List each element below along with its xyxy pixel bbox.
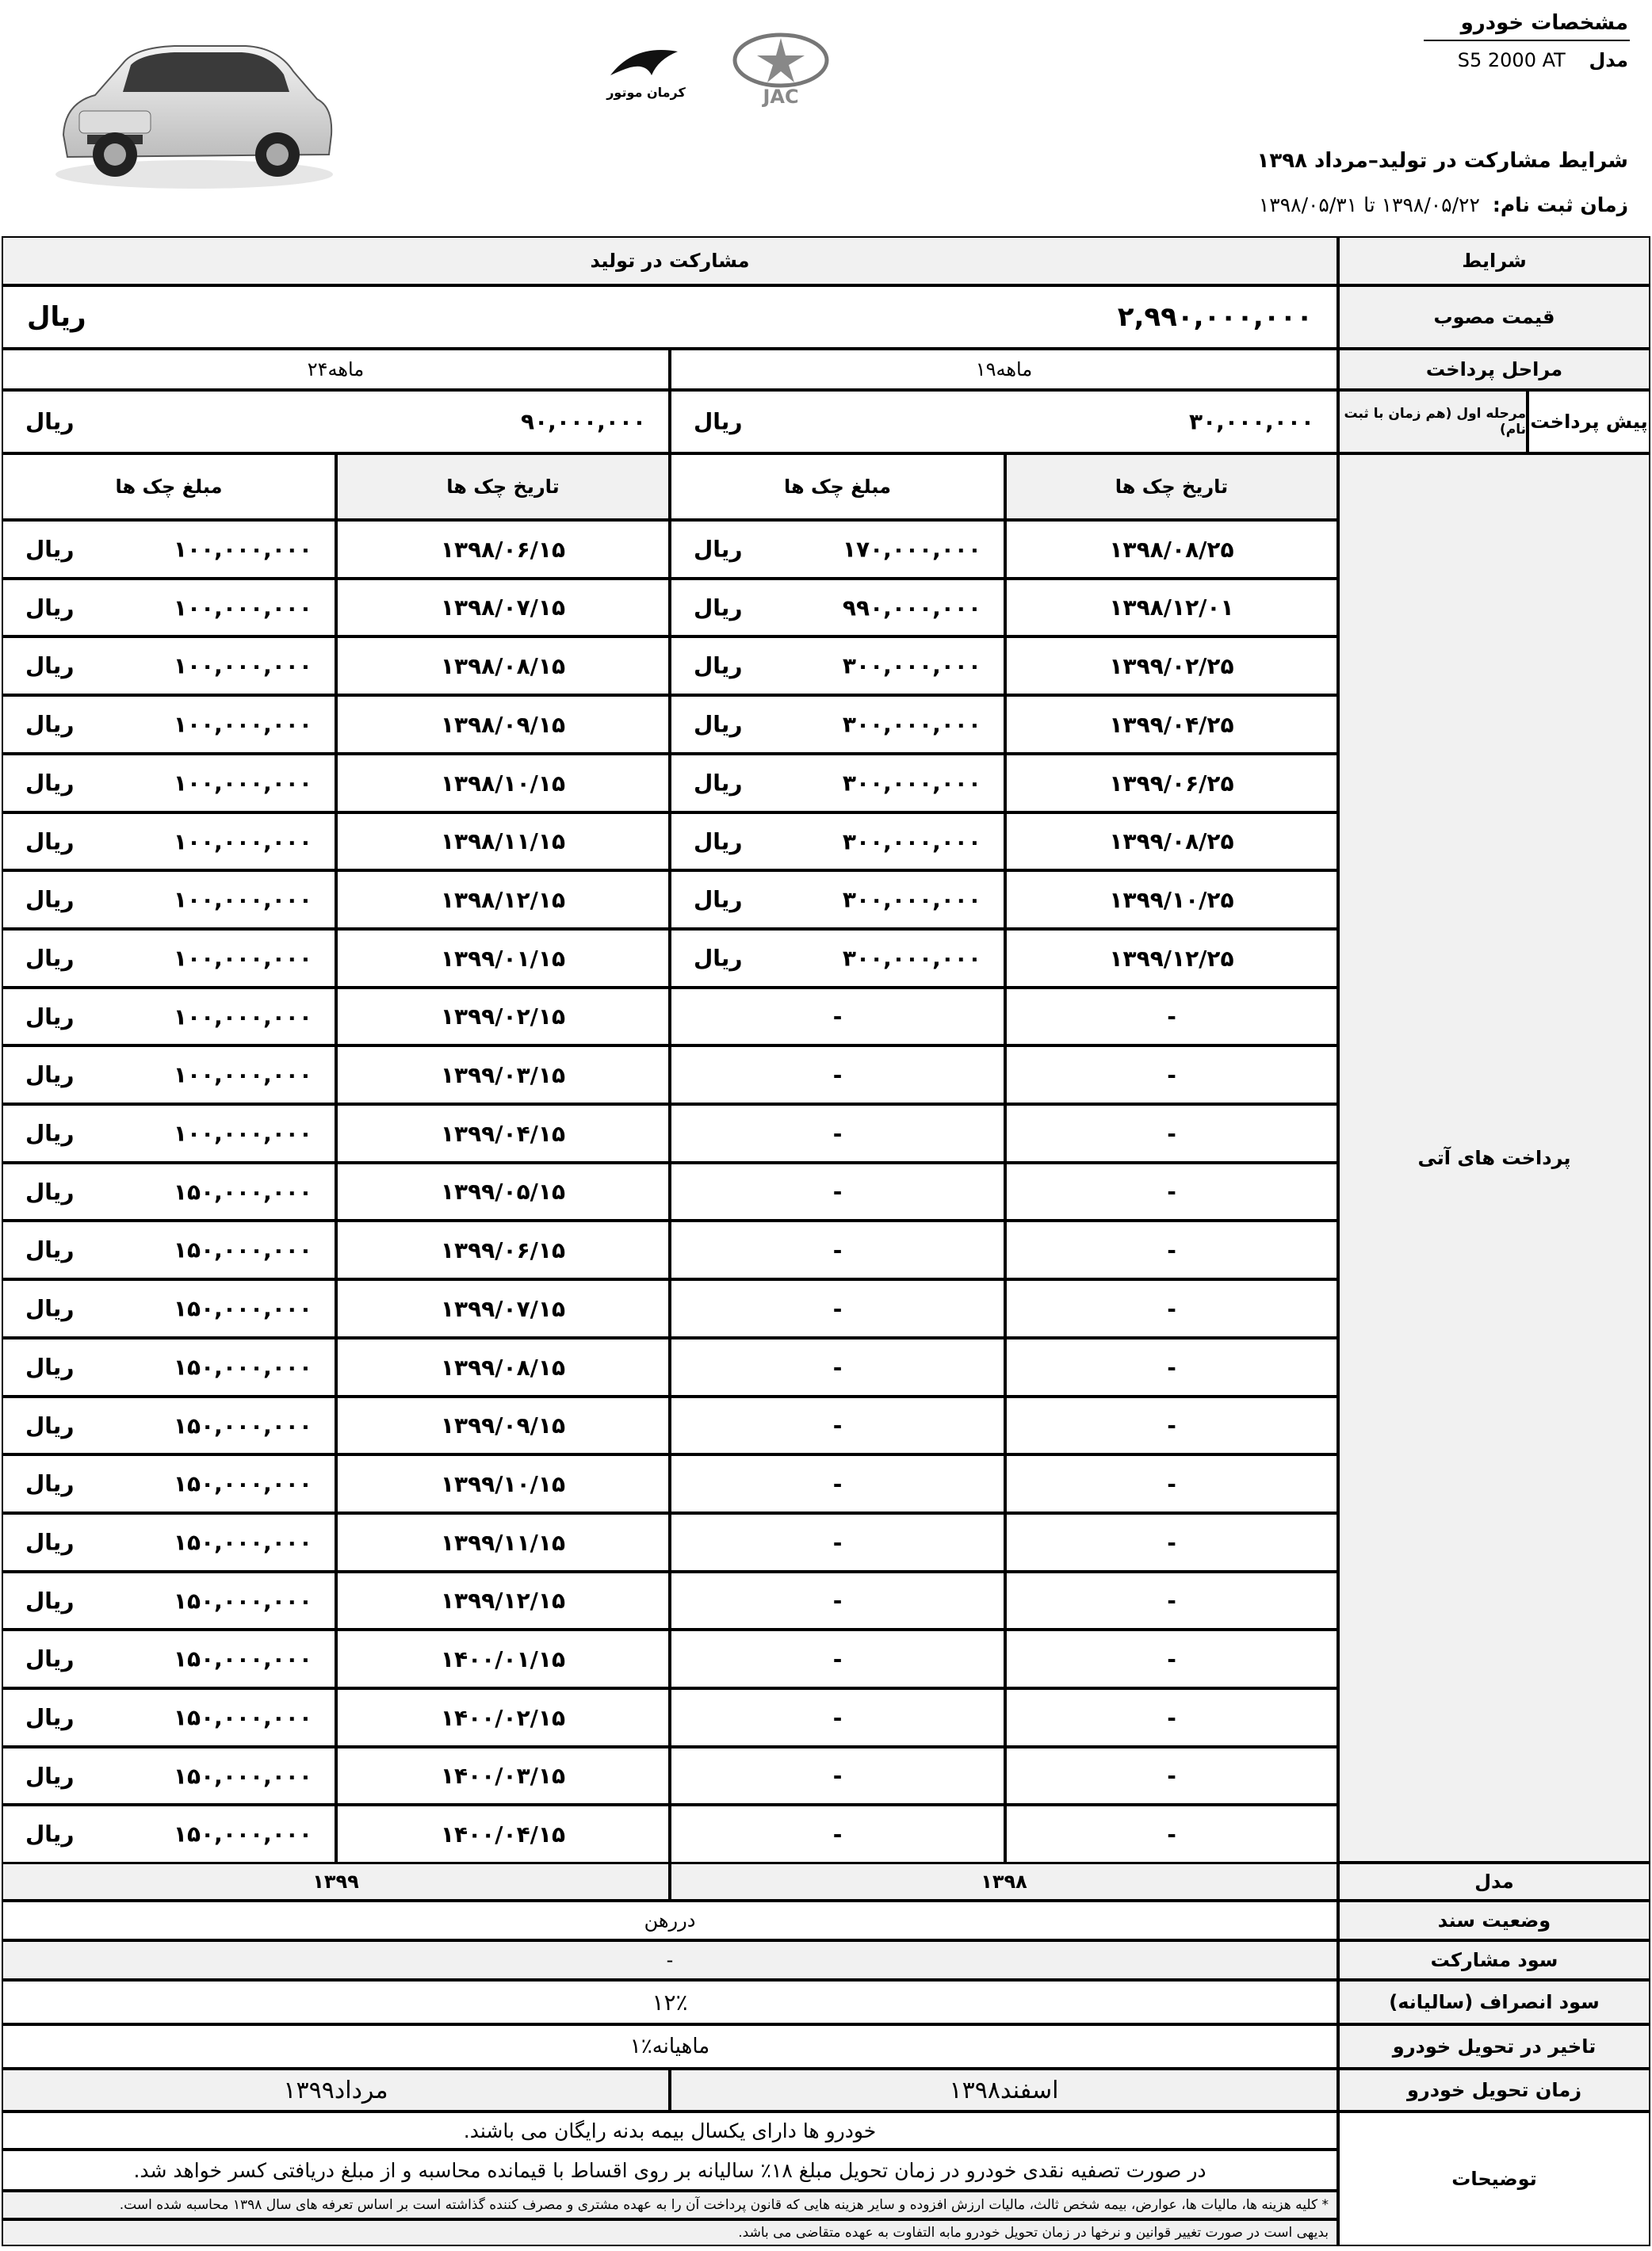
amount-value: ۳۰۰,۰۰۰,۰۰۰ — [842, 945, 981, 972]
amount-value: ۳۰۰,۰۰۰,۰۰۰ — [842, 886, 981, 913]
check-date-19: - — [1005, 1572, 1338, 1630]
currency-label: ریال — [25, 770, 75, 797]
check-amount-24 — [2, 1630, 336, 1688]
currency-label: ریال — [25, 945, 75, 972]
currency-label: ریال — [25, 1120, 75, 1147]
amount-value: ۳۰۰,۰۰۰,۰۰۰ — [842, 711, 981, 738]
registration-label: زمان ثبت نام: — [1492, 193, 1628, 216]
approved-price-label: قیمت مصوب — [1338, 285, 1650, 349]
note-2: در صورت تصفیه نقدی خودرو در زمان تحویل مبلغ ۱۸٪ سالیانه بر روی اقساط با قیمانده محاسبه و از مبلغ دریافتی کسر خواهد شد. — [2, 2150, 1338, 2191]
check-amount-header-24: مبلغ چک ها — [2, 453, 336, 520]
amount-value: ۳۰۰,۰۰۰,۰۰۰ — [842, 652, 981, 679]
check-date-header-24: تاریخ چک ها — [336, 453, 670, 520]
check-amount-24 — [2, 870, 336, 929]
check-amount-19 — [670, 929, 1005, 988]
currency-label: ریال — [25, 1821, 75, 1848]
conditions-title: شرایط مشارکت در تولید–مرداد ۱۳۹۸ — [1256, 149, 1628, 173]
check-amount-19 — [670, 870, 1005, 929]
check-date-24: ۱۳۹۸/۱۲/۱۵ — [336, 870, 670, 929]
check-date-19: - — [1005, 1279, 1338, 1338]
currency-label: ریال — [25, 1354, 75, 1381]
check-amount-24 — [2, 579, 336, 636]
currency-label: ریال — [25, 408, 75, 435]
amount-value: ۱۵۰,۰۰۰,۰۰۰ — [173, 1588, 312, 1614]
check-amount-24 — [2, 1221, 336, 1279]
check-date-19: - — [1005, 988, 1338, 1045]
check-amount-24 — [2, 1104, 336, 1163]
check-date-24: ۱۳۹۹/۰۱/۱۵ — [336, 929, 670, 988]
first-stage-label: مرحله اول (هم زمان با ثبت نام) — [1338, 390, 1528, 453]
amount-value: ۱۷۰,۰۰۰,۰۰۰ — [842, 536, 981, 563]
check-amount-24 — [2, 929, 336, 988]
currency-label: ریال — [694, 828, 743, 854]
check-date-24: ۱۳۹۹/۰۷/۱۵ — [336, 1279, 670, 1338]
cancel-value: ۱۲٪ — [2, 1980, 1338, 2024]
check-date-24: ۱۴۰۰/۰۴/۱۵ — [336, 1805, 670, 1863]
check-date-19: - — [1005, 1688, 1338, 1747]
check-date-19: ۱۳۹۹/۰۸/۲۵ — [1005, 812, 1338, 870]
currency-label: ریال — [694, 711, 743, 738]
check-date-19: ۱۳۹۹/۱۰/۲۵ — [1005, 870, 1338, 929]
amount-value: ۱۰۰,۰۰۰,۰۰۰ — [173, 711, 312, 738]
jac-logo — [729, 32, 832, 107]
model-label: مدل — [1589, 49, 1628, 71]
svg-text:JAC: JAC — [763, 86, 799, 107]
check-amount-24 — [2, 1688, 336, 1747]
check-date-19: - — [1005, 1805, 1338, 1863]
check-amount-19: - — [670, 1688, 1005, 1747]
check-amount-24 — [2, 1338, 336, 1397]
check-amount-24 — [2, 1805, 336, 1863]
currency-label: ریال — [27, 301, 86, 333]
check-date-24: ۱۳۹۸/۱۱/۱۵ — [336, 812, 670, 870]
delay-value: ۱٪ماهیانه — [2, 2024, 1338, 2069]
model-line — [1458, 49, 1628, 71]
currency-label: ریال — [25, 1412, 75, 1439]
conditions-header: شرایط — [1338, 236, 1650, 285]
amount-value: ۱۰۰,۰۰۰,۰۰۰ — [173, 828, 312, 854]
amount-value: ۱۵۰,۰۰۰,۰۰۰ — [173, 1763, 312, 1789]
amount-value: ۱۵۰,۰۰۰,۰۰۰ — [173, 1179, 312, 1205]
amount-value: ۱۰۰,۰۰۰,۰۰۰ — [173, 652, 312, 679]
check-amount-19: - — [670, 1221, 1005, 1279]
amount-value: ۱۰۰,۰۰۰,۰۰۰ — [173, 536, 312, 563]
check-amount-19 — [670, 812, 1005, 870]
car-photo — [48, 16, 341, 198]
check-amount-24 — [2, 1572, 336, 1630]
prepayment-label: پیش پرداخت — [1528, 390, 1650, 453]
currency-label: ریال — [694, 594, 743, 621]
amount-value: ۱۰۰,۰۰۰,۰۰۰ — [173, 1003, 312, 1030]
amount-value: ۱۵۰,۰۰۰,۰۰۰ — [173, 1236, 312, 1263]
currency-label: ریال — [25, 1588, 75, 1614]
plan-24-month: ۲۴ماهه — [2, 349, 670, 390]
amount-value: ۱۵۰,۰۰۰,۰۰۰ — [173, 1470, 312, 1497]
check-date-24: ۱۳۹۹/۱۱/۱۵ — [336, 1513, 670, 1572]
currency-label: ریال — [694, 945, 743, 972]
delivery-24: مرداد۱۳۹۹ — [2, 2069, 670, 2112]
check-date-24: ۱۳۹۸/۱۰/۱۵ — [336, 754, 670, 812]
check-amount-24 — [2, 1397, 336, 1454]
check-amount-19: - — [670, 988, 1005, 1045]
check-amount-24 — [2, 1513, 336, 1572]
profit-value: - — [2, 1940, 1338, 1980]
check-date-24: ۱۳۹۹/۰۹/۱۵ — [336, 1397, 670, 1454]
amount-value: ۱۵۰,۰۰۰,۰۰۰ — [173, 1412, 312, 1439]
amount-value: ۱۰۰,۰۰۰,۰۰۰ — [173, 945, 312, 972]
model-24: ۱۳۹۹ — [2, 1863, 670, 1901]
check-amount-24 — [2, 1454, 336, 1513]
check-date-19: - — [1005, 1513, 1338, 1572]
note-4: بدیهی است در صورت تغییر قوانین و نرخها در زمان تحویل خودرو مابه التفاوت به عهده متقاضی می باشد. — [2, 2219, 1338, 2246]
check-amount-19: - — [670, 1338, 1005, 1397]
check-amount-header-19: مبلغ چک ها — [670, 453, 1005, 520]
check-date-24: ۱۳۹۸/۰۹/۱۵ — [336, 695, 670, 754]
doc-status-value: دررهن — [2, 1901, 1338, 1940]
currency-label: ریال — [25, 1179, 75, 1205]
check-date-24: ۱۳۹۹/۰۸/۱۵ — [336, 1338, 670, 1397]
check-date-24: ۱۳۹۹/۱۰/۱۵ — [336, 1454, 670, 1513]
plan-19-month: ۱۹ماهه — [670, 349, 1338, 390]
currency-label: ریال — [694, 886, 743, 913]
amount-value: ۳۰۰,۰۰۰,۰۰۰ — [842, 770, 981, 797]
currency-label: ریال — [694, 652, 743, 679]
delay-label: تاخیر در تحویل خودرو — [1338, 2024, 1650, 2069]
note-1: خودرو ها دارای یکسال بیمه بدنه رایگان می باشند. — [2, 2112, 1338, 2150]
model-row-label: مدل — [1338, 1863, 1650, 1901]
note-3: * کلیه هزینه ها، مالیات ها، عوارض، بیمه شخص ثالث، مالیات ارزش افزوده و سایر هزینه هایی که قانون پرداخت آن را به عهده مشتری و مصرف کننده گذاشته است بر اساس تعرفه های سال ۱۳۹۸ محاسبه شده است. — [2, 2191, 1338, 2219]
currency-label: ریال — [25, 1529, 75, 1556]
registration-value: ۱۳۹۸/۰۵/۲۲ تا ۱۳۹۸/۰۵/۳۱ — [1258, 193, 1480, 216]
approved-price-value: ۲,۹۹۰,۰۰۰,۰۰۰ — [1117, 301, 1313, 333]
check-date-24: ۱۴۰۰/۰۳/۱۵ — [336, 1747, 670, 1805]
check-date-19: - — [1005, 1221, 1338, 1279]
delivery-label: زمان تحویل خودرو — [1338, 2069, 1650, 2112]
check-date-19: ۱۳۹۹/۰۶/۲۵ — [1005, 754, 1338, 812]
currency-label: ریال — [694, 770, 743, 797]
check-amount-24 — [2, 812, 336, 870]
registration-line — [1259, 193, 1628, 216]
currency-label: ریال — [25, 1003, 75, 1030]
currency-label: ریال — [694, 536, 743, 563]
check-amount-24 — [2, 636, 336, 695]
currency-label: ریال — [25, 711, 75, 738]
check-amount-19 — [670, 520, 1005, 579]
doc-status-label: وضعیت سند — [1338, 1901, 1650, 1940]
check-date-19: ۱۳۹۹/۱۲/۲۵ — [1005, 929, 1338, 988]
check-date-19: - — [1005, 1454, 1338, 1513]
check-amount-24 — [2, 1045, 336, 1104]
check-date-24: ۱۳۹۹/۰۳/۱۵ — [336, 1045, 670, 1104]
prepayment-24-cell — [2, 390, 670, 453]
check-amount-19: - — [670, 1805, 1005, 1863]
check-date-24: ۱۳۹۹/۱۲/۱۵ — [336, 1572, 670, 1630]
amount-value: ۱۵۰,۰۰۰,۰۰۰ — [173, 1821, 312, 1848]
currency-label: ریال — [25, 1295, 75, 1322]
prepayment-19-cell — [670, 390, 1338, 453]
check-date-24: ۱۳۹۸/۰۶/۱۵ — [336, 520, 670, 579]
amount-value: ۱۰۰,۰۰۰,۰۰۰ — [173, 886, 312, 913]
currency-label: ریال — [25, 1061, 75, 1088]
amount-value: ۱۵۰,۰۰۰,۰۰۰ — [173, 1704, 312, 1731]
check-amount-19: - — [670, 1513, 1005, 1572]
check-date-19: ۱۳۹۹/۰۲/۲۵ — [1005, 636, 1338, 695]
future-payments-label: پرداخت های آتی — [1338, 453, 1650, 1863]
check-date-24: ۱۳۹۸/۰۷/۱۵ — [336, 579, 670, 636]
currency-label: ریال — [25, 886, 75, 913]
kerman-motor-logo — [602, 40, 690, 103]
amount-value: ۱۰۰,۰۰۰,۰۰۰ — [173, 1061, 312, 1088]
prepayment-24-value: ۹۰,۰۰۰,۰۰۰ — [521, 408, 646, 435]
amount-value: ۱۵۰,۰۰۰,۰۰۰ — [173, 1295, 312, 1322]
currency-label: ریال — [25, 1763, 75, 1789]
amount-value: ۱۰۰,۰۰۰,۰۰۰ — [173, 1120, 312, 1147]
currency-label: ریال — [25, 1236, 75, 1263]
amount-value: ۱۵۰,۰۰۰,۰۰۰ — [173, 1354, 312, 1381]
check-date-24: ۱۴۰۰/۰۲/۱۵ — [336, 1688, 670, 1747]
check-date-24: ۱۳۹۹/۰۴/۱۵ — [336, 1104, 670, 1163]
check-amount-19: - — [670, 1454, 1005, 1513]
check-date-19: - — [1005, 1163, 1338, 1221]
model-19: ۱۳۹۸ — [670, 1863, 1338, 1901]
check-date-24: ۱۳۹۹/۰۵/۱۵ — [336, 1163, 670, 1221]
check-date-19: ۱۳۹۸/۰۸/۲۵ — [1005, 520, 1338, 579]
currency-label: ریال — [25, 594, 75, 621]
currency-label: ریال — [25, 536, 75, 563]
check-date-19: - — [1005, 1630, 1338, 1688]
prepayment-19-value: ۳۰,۰۰۰,۰۰۰ — [1189, 408, 1314, 435]
check-date-19: - — [1005, 1104, 1338, 1163]
svg-text:کرمان موتور: کرمان موتور — [606, 85, 686, 100]
title-underline — [1424, 40, 1630, 41]
delivery-19: اسفند۱۳۹۸ — [670, 2069, 1338, 2112]
amount-value: ۱۰۰,۰۰۰,۰۰۰ — [173, 594, 312, 621]
amount-value: ۱۰۰,۰۰۰,۰۰۰ — [173, 770, 312, 797]
approved-price-cell — [2, 285, 1338, 349]
amount-value: ۱۵۰,۰۰۰,۰۰۰ — [173, 1645, 312, 1672]
check-amount-19: - — [670, 1279, 1005, 1338]
check-amount-24 — [2, 695, 336, 754]
check-amount-24 — [2, 520, 336, 579]
currency-label: ریال — [25, 1470, 75, 1497]
check-date-19: - — [1005, 1338, 1338, 1397]
check-amount-19: - — [670, 1397, 1005, 1454]
currency-label: ریال — [694, 408, 743, 435]
currency-label: ریال — [25, 1645, 75, 1672]
check-date-header-19: تاریخ چک ها — [1005, 453, 1338, 520]
check-amount-19 — [670, 695, 1005, 754]
cancel-label: سود انصراف (سالیانه) — [1338, 1980, 1650, 2024]
currency-label: ریال — [25, 1704, 75, 1731]
check-date-24: ۱۳۹۸/۰۸/۱۵ — [336, 636, 670, 695]
check-amount-24 — [2, 1279, 336, 1338]
check-amount-19: - — [670, 1572, 1005, 1630]
check-date-19: - — [1005, 1397, 1338, 1454]
check-amount-19: - — [670, 1104, 1005, 1163]
check-amount-19: - — [670, 1630, 1005, 1688]
check-amount-24 — [2, 1747, 336, 1805]
amount-value: ۱۵۰,۰۰۰,۰۰۰ — [173, 1529, 312, 1556]
check-date-19: - — [1005, 1045, 1338, 1104]
model-value: S5 2000 AT — [1457, 49, 1566, 71]
check-amount-19: - — [670, 1045, 1005, 1104]
participation-header: مشارکت در تولید — [2, 236, 1338, 285]
amount-value: ۳۰۰,۰۰۰,۰۰۰ — [842, 828, 981, 854]
currency-label: ریال — [25, 652, 75, 679]
notes-label: توضیحات — [1338, 2112, 1650, 2246]
check-amount-19 — [670, 754, 1005, 812]
check-date-19: ۱۳۹۹/۰۴/۲۵ — [1005, 695, 1338, 754]
payment-stages-label: مراحل پرداخت — [1338, 349, 1650, 390]
check-amount-19 — [670, 579, 1005, 636]
amount-value: ۹۹۰,۰۰۰,۰۰۰ — [842, 594, 981, 621]
check-amount-19: - — [670, 1747, 1005, 1805]
check-date-19: ۱۳۹۸/۱۲/۰۱ — [1005, 579, 1338, 636]
check-amount-24 — [2, 754, 336, 812]
check-date-24: ۱۳۹۹/۰۶/۱۵ — [336, 1221, 670, 1279]
check-amount-24 — [2, 1163, 336, 1221]
profit-label: سود مشارکت — [1338, 1940, 1650, 1980]
check-date-19: - — [1005, 1747, 1338, 1805]
currency-label: ریال — [25, 828, 75, 854]
check-date-24: ۱۳۹۹/۰۲/۱۵ — [336, 988, 670, 1045]
check-amount-19: - — [670, 1163, 1005, 1221]
check-amount-19 — [670, 636, 1005, 695]
check-amount-24 — [2, 988, 336, 1045]
spec-title: مشخصات خودرو — [1460, 11, 1628, 35]
check-date-24: ۱۴۰۰/۰۱/۱۵ — [336, 1630, 670, 1688]
